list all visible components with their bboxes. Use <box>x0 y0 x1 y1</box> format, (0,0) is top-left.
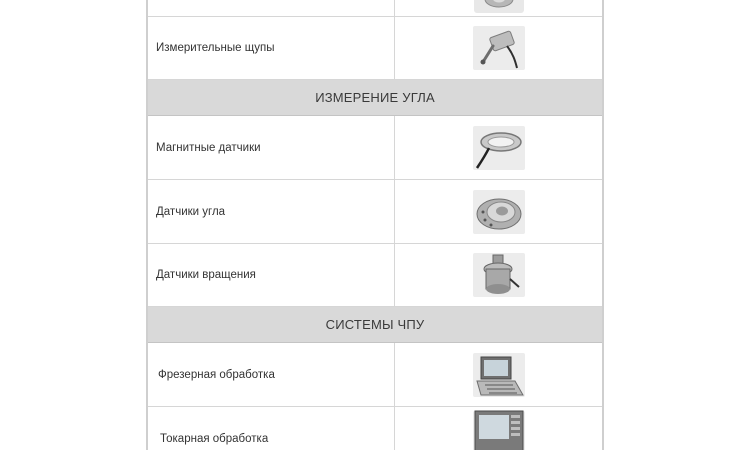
row-label-probes: Измерительные щупы <box>148 17 395 79</box>
row-image-cell <box>395 343 602 406</box>
row-image-cell <box>395 180 602 243</box>
cnc-control-panel-icon[interactable] <box>471 351 527 399</box>
sensor-head-icon <box>470 0 528 15</box>
product-table <box>146 0 604 450</box>
row-image-cell <box>395 0 602 16</box>
section-header-cnc-systems: СИСТЕМЫ ЧПУ <box>148 307 602 343</box>
magnetic-ring-sensor-icon[interactable] <box>471 124 527 172</box>
rotary-encoder-icon[interactable] <box>471 251 527 299</box>
row-label-milling: Фрезерная обработка <box>148 343 395 406</box>
table-row-magnetic[interactable] <box>148 116 602 180</box>
row-label-magnetic: Магнитные датчики <box>148 116 395 179</box>
row-image-cell <box>395 407 602 450</box>
angle-encoder-icon[interactable] <box>471 188 527 236</box>
table-row-partial <box>148 0 602 17</box>
row-label-empty <box>148 0 395 16</box>
probe-sensor-icon[interactable] <box>471 24 527 72</box>
table-row-angle[interactable] <box>148 180 602 244</box>
table-row-milling[interactable] <box>148 343 602 407</box>
row-image-cell <box>395 244 602 306</box>
table-row-rotation[interactable] <box>148 244 602 307</box>
row-label-turning: Токарная обработка <box>148 407 395 450</box>
row-label-angle: Датчики угла <box>148 180 395 243</box>
cnc-monitor-icon[interactable] <box>471 409 527 450</box>
table-row-turning[interactable] <box>148 407 602 450</box>
row-image-cell <box>395 116 602 179</box>
table-row-probes[interactable] <box>148 17 602 80</box>
row-label-rotation: Датчики вращения <box>148 244 395 306</box>
section-header-angle-measurement: ИЗМЕРЕНИЕ УГЛА <box>148 80 602 116</box>
row-image-cell <box>395 17 602 79</box>
